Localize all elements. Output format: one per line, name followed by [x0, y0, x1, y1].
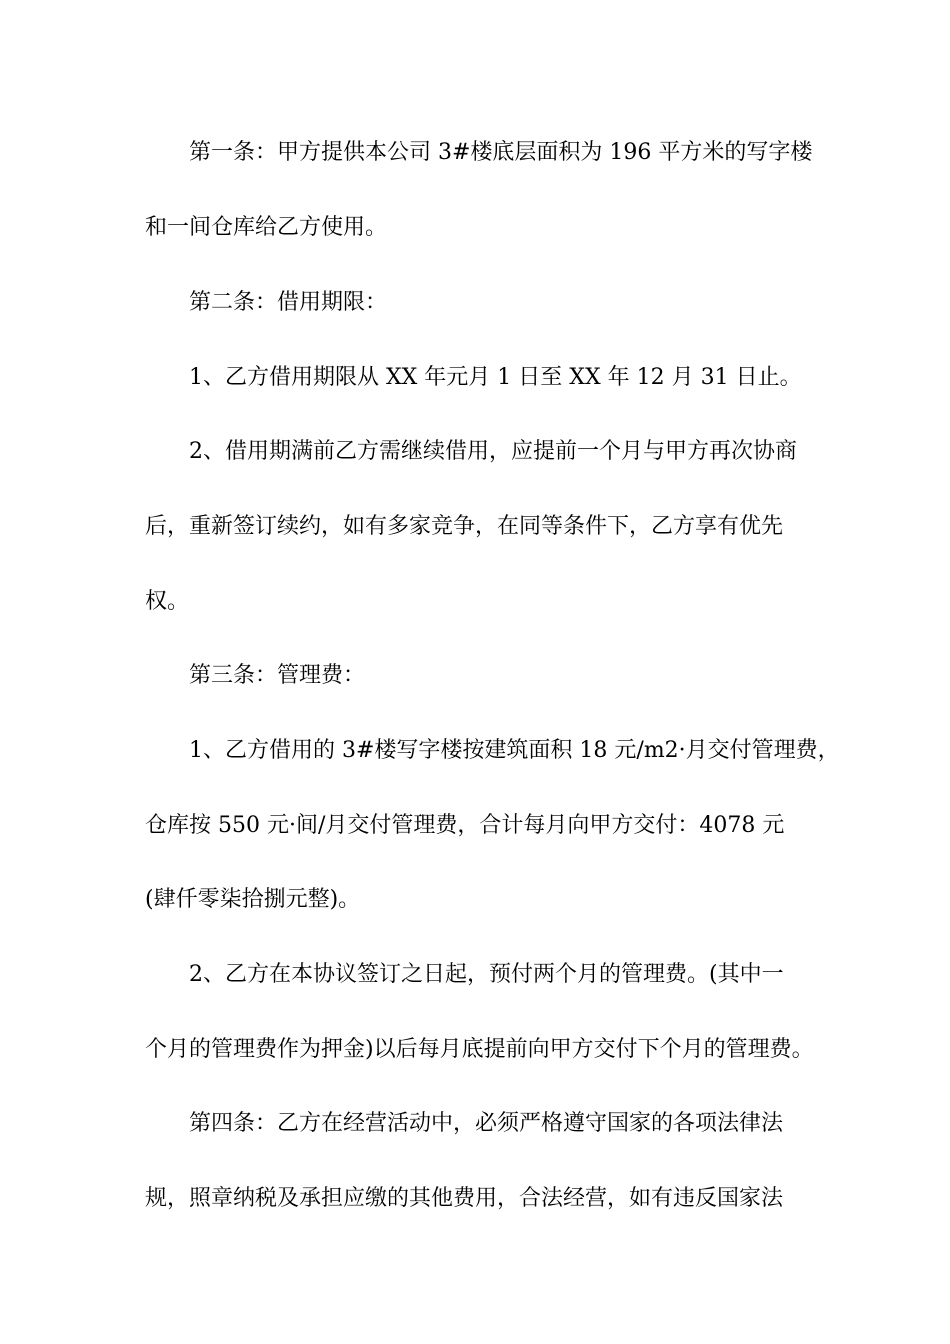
- article-3-item-1-line-3: (肆仟零柒拾捌元整)。: [145, 887, 361, 912]
- article-4-line-1: 第四条：乙方在经营活动中，必须严格遵守国家的各项法律法: [189, 1111, 784, 1136]
- article-3-item-2-line-1: 2、乙方在本协议签订之日起，预付两个月的管理费。(其中一: [189, 962, 784, 987]
- article-3-heading: 第三条：管理费：: [189, 663, 366, 688]
- article-1-line-1: 第一条：甲方提供本公司 3#楼底层面积为 196 平方米的写字楼: [189, 140, 813, 165]
- article-3-item-1-line-1: 1、乙方借用的 3#楼写字楼按建筑面积 18 元/m2·月交付管理费，: [189, 738, 840, 763]
- article-4-line-2: 规，照章纳税及承担应缴的其他费用，合法经营，如有违反国家法: [145, 1186, 784, 1211]
- article-2-heading: 第二条：借用期限：: [189, 290, 388, 315]
- article-2-item-1: 1、乙方借用期限从 XX 年元月 1 日至 XX 年 12 月 31 日止。: [189, 365, 802, 390]
- article-3-item-2-line-2: 个月的管理费作为押金)以后每月底提前向甲方交付下个月的管理费。: [145, 1037, 814, 1062]
- article-2-item-2-line-1: 2、借用期满前乙方需继续借用，应提前一个月与甲方再次协商: [189, 439, 797, 464]
- article-1-line-2: 和一间仓库给乙方使用。: [145, 215, 388, 240]
- article-3-item-1-line-2: 仓库按 550 元·间/月交付管理费，合计每月向甲方交付：4078 元: [145, 813, 785, 838]
- article-2-item-2-line-2: 后，重新签订续约，如有多家竞争，在同等条件下，乙方享有优先: [145, 514, 784, 539]
- article-2-item-2-line-3: 权。: [145, 589, 190, 614]
